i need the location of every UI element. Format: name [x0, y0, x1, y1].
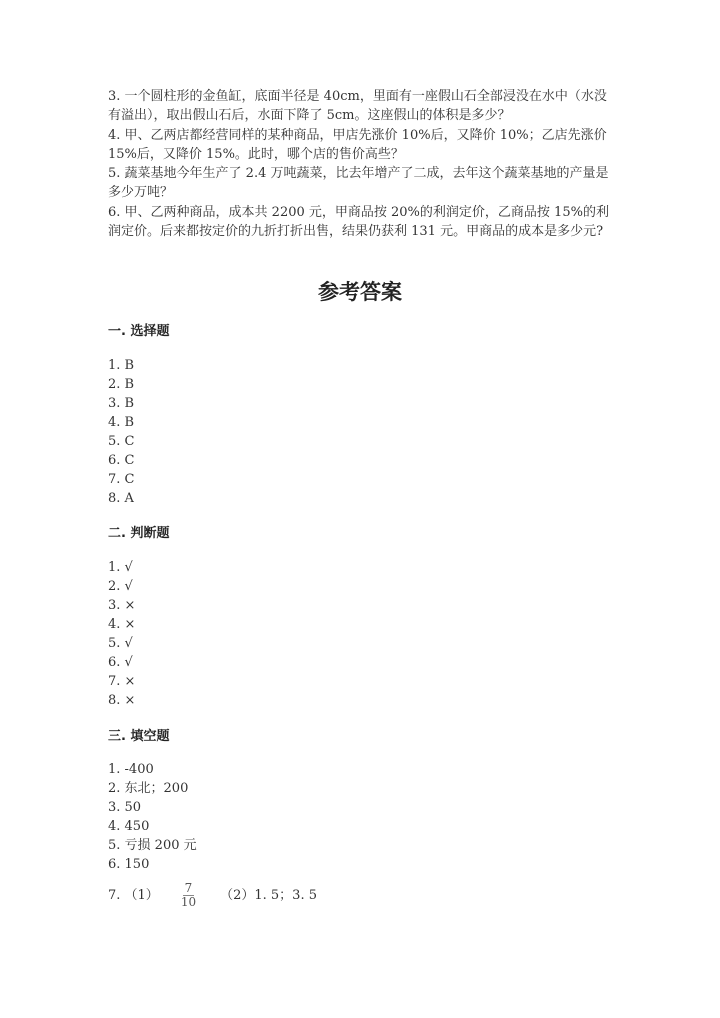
answer-7-suffix: （2）1. 5；3. 5 [220, 888, 317, 903]
fill-blank-answers [108, 760, 197, 874]
denominator: 10 [180, 895, 197, 909]
answer: 1. -400 [108, 762, 154, 777]
word-problems [108, 87, 618, 241]
answer: 2. √ [108, 579, 133, 594]
answer: 3. × [108, 598, 136, 613]
answer-7 [108, 882, 317, 909]
answer: 6. C [108, 453, 135, 468]
section-heading-judgement: 二. 判断题 [108, 526, 170, 541]
problem-5: 5. 蔬菜基地今年生产了 2.4 万吨蔬菜，比去年增产了二成，去年这个蔬菜基地的产量是多少万吨？ [108, 166, 609, 201]
answer: 3. 50 [108, 800, 142, 815]
section-heading-choice: 一. 选择题 [108, 324, 170, 339]
answer: 3. B [108, 396, 135, 411]
answer: 5. √ [108, 636, 133, 651]
answer: 2. B [108, 377, 135, 392]
fraction [181, 882, 196, 909]
answer: 6. 150 [108, 857, 150, 872]
judgement-answers [108, 558, 135, 710]
answer: 7. C [108, 472, 135, 487]
answer: 1. √ [108, 560, 133, 575]
answer: 8. A [108, 491, 134, 506]
answer: 1. B [108, 358, 135, 373]
choice-answers [108, 356, 134, 508]
answer: 6. √ [108, 655, 133, 670]
answer: 4. 450 [108, 819, 150, 834]
problem-3: 3. 一个圆柱形的金鱼缸，底面半径是 40cm，里面有一座假山石全部浸没在水中（水没有溢出），取出假山石后，水面下降了 5cm。这座假山的体积是多少？ [108, 89, 607, 124]
answer: 4. B [108, 415, 135, 430]
section-heading-fill-blank: 三. 填空题 [108, 729, 170, 744]
problem-4: 4. 甲、乙两店都经营同样的某种商品，甲店先涨价 10%后，又降价 10%；乙店先涨价 15%后，又降价 15%。此时，哪个店的售价高些？ [108, 127, 607, 162]
answer: 4. × [108, 617, 136, 632]
answer-key-title: 参考答案 [318, 280, 402, 304]
answer: 7. × [108, 674, 136, 689]
answer-7-prefix: 7. （1） [108, 888, 159, 903]
problem-6: 6. 甲、乙两种商品，成本共 2200 元，甲商品按 20%的利润定价，乙商品按 15%的利润定价。后来都按定价的九折打折出售，结果仍获利 131 元。甲商品的成本是多少元? [108, 204, 609, 240]
answer: 8. × [108, 693, 136, 708]
answer: 2. 东北；200 [108, 781, 189, 796]
numerator: 7 [184, 881, 193, 895]
answer: 5. C [108, 434, 135, 449]
answer: 5. 亏损 200 元 [108, 838, 197, 853]
